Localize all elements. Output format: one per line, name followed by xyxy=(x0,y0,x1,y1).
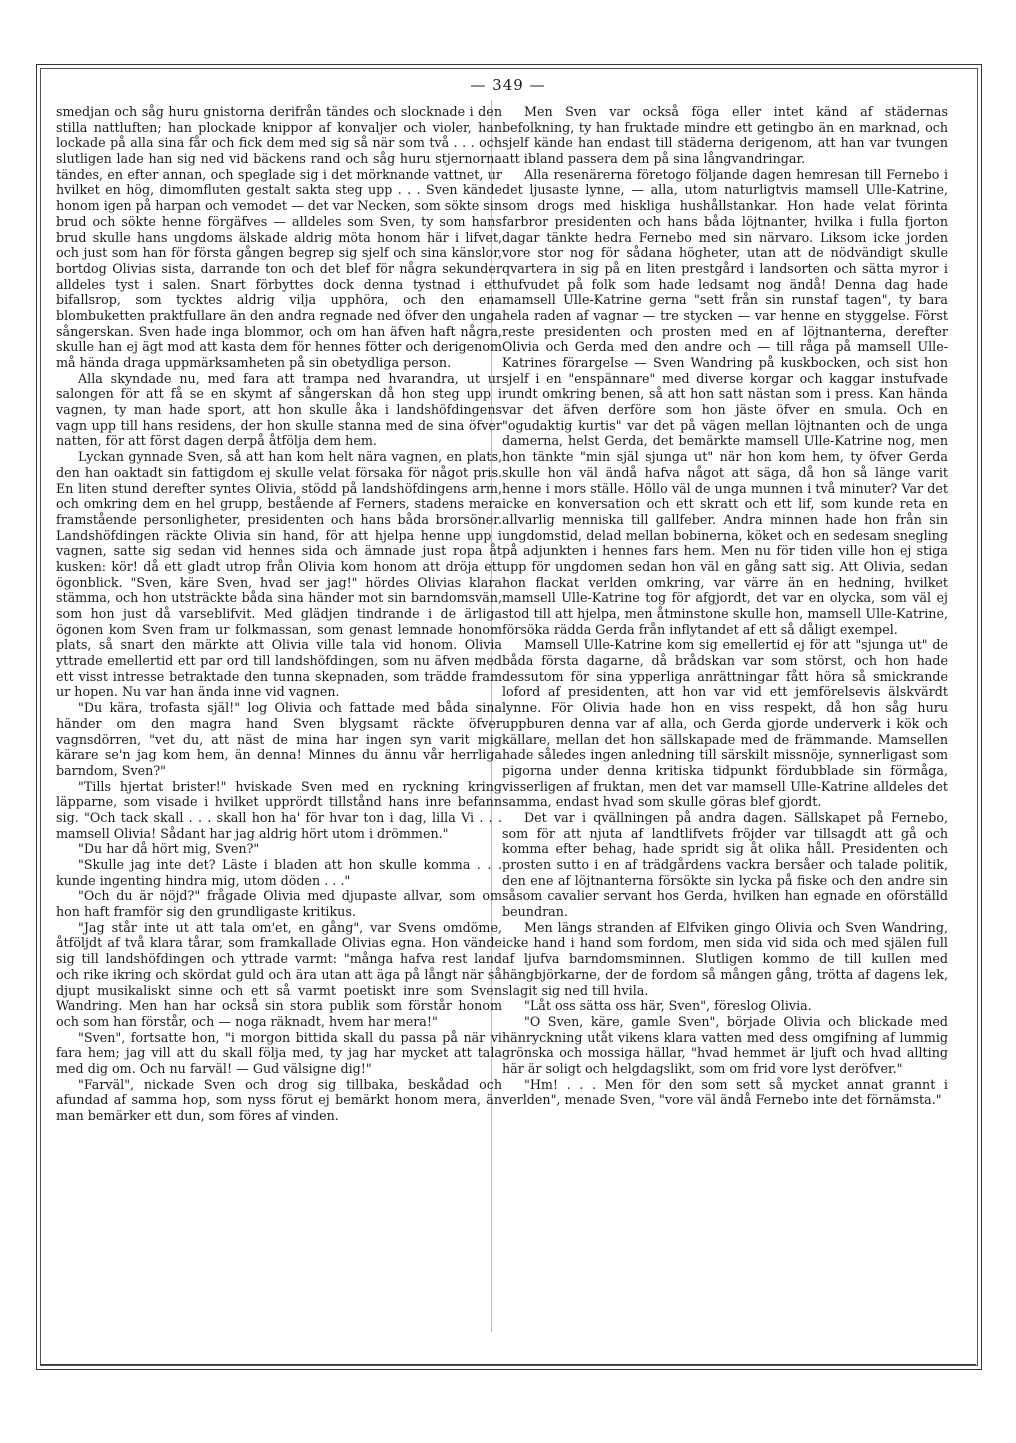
paragraph: "Skulle jag inte det? Läste i bladen att hon skulle komma . . . kunde ingenting hindra mig, utom döden . . ." xyxy=(56,857,502,888)
page-number: — 349 — xyxy=(470,76,546,94)
paragraph: Det var i qvällningen på andra dagen. Sällskapet på Fernebo, som för att njuta af landtlifvets fröjder var tillsagdt att gå och komma efter behag, hade spridt sig åt olika håll. Presidenten och prosten sutto i en af trädgårdens vackra bersåer och talade politik, den ene af löjtnanterna försökte sin lycka på fiske och den andre sin såsom cavalier servant hos Gerda, hvilken han egnade en oförställd beundran. xyxy=(502,809,948,920)
paragraph: "Jag står inte ut att tala om'et, en gång", var Svens omdöme, åtföljdt af två klara tårar, som framkallade Olivias egna. Hon vände sig till landshöfdingen och yttrade varmt: "många hafva rest land och rike ikring och skördat guld och ära utan att äga på långt när så djupt musikaliskt sinne och ett så varmt poetiskt inre som Sven Wandring. Men han har också sin stora publik som förstår honom och som han förstår, och — noga räknadt, hvem har mera!" xyxy=(56,919,502,1029)
paragraph: Mamsell Ulle-Katrine kom sig emellertid ej för att "sjunga ut" de båda första dagarne, då brådskan var som störst, och hon hade dessutom för sina ypperliga anrättningar fått höra så smickrande loford af presidenten, att hon var vid ett jemförelsevis älskvärdt lynne. För Olivia hade hon en viss respekt, då hon såg huru uppburen denna var af alla, och Gerda gjorde underverk i kök och källare, mellan det hon sällskapade med de främmande. Mamsellen hade således ingen anledning till särskilt missnöje, synnerligast som pigorna under denna kritiska tidpunkt fördubblade sin förmåga, visserligen af fruktan, men det var mamsell Ulle-Katrine alldeles det samma, endast hvad som skulle göras blef gjordt. xyxy=(502,637,948,810)
paragraph: Men Sven var också föga eller intet känd af städernas befolkning, ty han fruktade mindre ett getingbo än en marknad, och sjelf kände han endast till städerna derigenom, att han var tvungen att ibland passera dem på sina långvandringar. xyxy=(502,104,948,167)
paragraph: Alla skyndade nu, med fara att trampa ned hvarandra, ut ur salongen för att få se en skymt af sångerskan då hon steg upp i vagnen, ty man hade sport, att hon skulle åka i landshöfdingens vagn upp till hans residens, der hon skulle stanna med de sina öfver natten, för att först dagen derpå åtfölja dem hem. xyxy=(56,370,502,449)
paragraph: "Hm! . . . Men för den som sett så mycket annat grannt i verlden", menade Sven, "vore väl ändå Fernebo inte det förnämsta." xyxy=(502,1076,948,1108)
paragraph: "Du har då hört mig, Sven?" xyxy=(78,841,260,857)
paragraph: Men längs stranden af Elfviken gingo Olivia och Sven Wandring, icke hand i hand som fordom, men sida vid sida och med själen full af ljufva barndomsminnen. Slutligen kommo de till kullen med hängbjörkarne, der de fordom så mången gång, trötta af dagens lek, slagit sig ned till hvila. xyxy=(502,919,948,998)
paragraph: "O Sven, käre, gamle Sven", började Olivia och blickade med hänryckning utåt vikens klara vatten med dess omgifning af lummig grönska och mossiga hällar, "hvad hemmet är ljuft och hvad allting här är soligt och helgdagslikt, som om frid vore lyst deröfver." xyxy=(502,1013,948,1076)
paragraph: Alla resenärerna företogo följande dagen hemresan till Fernebo i det ljusaste lynne, — alla, utom naturligtvis mamsell Ulle-Katrine, som drogs med hiskliga hushållstankar. Hon hade velat förinta farbror presidenten och hans båda löjtnanter, hvilka i fulla fjorton dagar tänkte hedra Fernebo med sin närvaro. Liksom icke jorden vore stor nog för sådana högheter, utan att de nödvändigt skulle qvartera in sig på en liten prestgård i landsorten och sätta myror i hufvudet på folk som hade ledsamt nog ändå! Denna dag hade mamsell Ulle-Katrine gerna "sett från sin runstaf tagen", ty bara hela raden af vagnar — tre stycken — var henne en styggelse. Först reste presidenten och prosten med en af löjtnanterna, derefter Olivia och Gerda med den andre och — till råga på mamsell Ulle-Katrines förargelse — Sven Wandring på kuskbocken, och sist hon sjelf i en "enspännare" med diverse korgar och kaggar instufvade rundt omkring benen, så att hon satt nästan som i press. Kan hända var det äfven derföre som hon jäste öfver en smula. Och en "ogudaktig kurtis" var det på vägen mellan löjtnanten och de unga damerna, helst Gerda, det bemärkte mamsell Ulle-Katrine nog, men hon tänkte "min själ sjunga ut" när hon kom hem, ty öfver Gerda skulle hon väl ändå hafva något att säga, då hon så länge varit henne i mors ställe. Höllo väl de unga munnen i två minuter? Var det icke en konversation och ett skratt och ett lif, som kunde reta en allvarlig menniska till gallfeber. Andra minnen hade hon från sin ungdomstid, delad mellan bobinerna, köket och en sedesam snegling på adjunkten i hennes fars hem. Men nu för tiden ville hon ej stiga upp för ungdomen sedan hon väl en gång satt sig. Att Olivia, sedan hon flackat verlden omkring, var värre än en hedning, hvilket mamsell Ulle-Katrine tog för afgjordt, det var en olycka, som väl ej stod till att hjelpa, men åtminstone skulle hon, mamsell Ulle-Katrine, försöka rädda Gerda från inflytandet af ett så dåligt exempel. xyxy=(502,166,948,637)
left-column xyxy=(56,104,502,1124)
paragraph: "Låt oss sätta oss här, Sven", föreslog Olivia. xyxy=(524,998,812,1014)
paragraph: "Tills hjertat brister!" hviskade Sven med en ryckning kring läpparne, som visade i hvilket upprördt tillstånd hans inre befann sig. "Och tack skall . . . skall hon ha' för hvar ton i dag, lilla Vi . . . mamsell Olivia! Sådant har jag aldrig hört utom i drömmen." xyxy=(56,778,502,841)
right-column xyxy=(502,104,948,1108)
paragraph: "Sven", fortsatte hon, "i morgon bittida skall du passa på när vi fara hem; jag vill att du skall följa med, ty jag har mycket att tala med dig om. Och nu farväl! — Gud välsigne dig!" xyxy=(56,1029,502,1076)
paragraph: "Farväl", nickade Sven och drog sig tillbaka, beskådad och afundad af samma hop, som nyss förut ej bemärkt honom mera, än man bemärker ett dun, som föres af vinden. xyxy=(56,1076,502,1123)
paragraph: "Du kära, trofasta själ!" log Olivia och fattade med båda sina händer om den magra hand Sven blygsamt räckte öfver vagnsdörren, "vet du, att näst de mina har ingen syn varit mig kärare se'n jag kom hem, än denna! Minnes du ännu vår herrliga barndom, Sven?" xyxy=(56,700,502,778)
paragraph: "Och du är nöjd?" frågade Olivia med djupaste allvar, som om hon haft framför sig den grundligaste kritikus. xyxy=(56,888,502,920)
paragraph: smedjan och såg huru gnistorna derifrån tändes och slocknade i den stilla nattluften; han plockade knippor af konvaljer och violer, han lockade på alla sina får och fick dem med sig så när som två . . . och slutligen lade han sig ned vid bäckens rand och såg huru stjernorna tändes, en efter annan, och speglade sig i det mörknande vattnet, ur hvilket en hög, dimomfluten gestalt sakta steg upp . . . Sven kände honom igen på harpan och vemodet — det var Necken, som sökte sin brud och sökte henne förgäfves — alldeles som Sven, ty som hans brud skulle hans ungdoms älskade aldrig möta honom här i lifvet, och just som han för första gången begrep sig sjelf och sina känslor, bortdog Olivias sista, darrande ton och det blef för några sekunder alldeles tyst i salen. Snart förbyttes dock denna tystnad i ett bifallsrop, som tycktes aldrig vilja upphöra, och den ena blombuketten praktfullare än den andra regnade ned öfver den unga sångerskan. Sven hade inga blommor, och om han äfven haft några, skulle han ej ägt mod att kasta dem för hennes fötter och derigenom må hända draga uppmärksamheten på sin obetydliga person. xyxy=(56,104,502,370)
bottom-rule xyxy=(40,1364,976,1365)
paragraph: Lyckan gynnade Sven, så att han kom helt nära vagnen, en plats, den han oaktadt sin fattigdom ej skulle velat försaka för något pris. En liten stund derefter syntes Olivia, stödd på landshöfdingens arm, och omkring dem en hel grupp, bestående af Ferners, stadens mera framstående personligheter, presidenten och hans båda brorsöner. Landshöfdingen räckte Olivia sin hand, för att hjelpa henne upp i vagnen, satte sig sedan vid hennes sida och ämnade just ropa åt kusken: kör! då ett gladt utrop från Olivia kom honom att dröja ett ögonblick. "Sven, käre Sven, hvad ser jag!" hördes Olivias klara stämma, och hon utsträckte båda sina händer mot sin barndomsvän, som hon just då varseblifvit. Med glädjen tindrande i de ärliga ögonen kom Sven fram ur folkmassan, som genast lemnade honom plats, så snart den märkte att Olivia ville tala vid honom. Olivia yttrade emellertid ett par ord till landshöfdingen, som nu äfven med ett visst intresse betraktade den tunna skepnaden, som trädde fram ur hopen. Nu var han ända inne vid vagnen. xyxy=(56,449,502,700)
